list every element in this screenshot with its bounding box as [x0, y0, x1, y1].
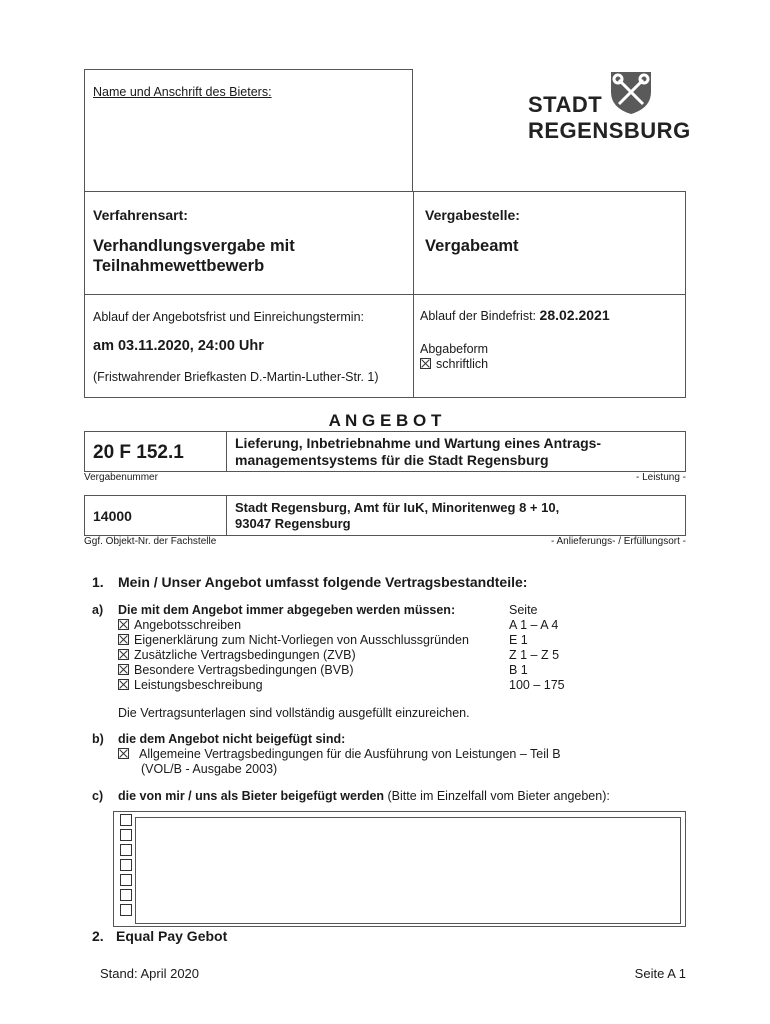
doc-item-4-pages: B 1 [509, 663, 528, 677]
award-description-2: managementsystems für die Stadt Regensburg [235, 452, 549, 468]
document-title: A N G E B O T [328, 411, 442, 430]
coat-of-arms-icon [605, 68, 657, 116]
attachment-checkbox-4[interactable] [120, 859, 132, 871]
item-label: Angebotsschreiben [134, 618, 242, 632]
binding-line [420, 307, 610, 323]
form-checkbox[interactable] [420, 358, 431, 369]
binding-label: Ablauf der Bindefrist: [420, 309, 537, 323]
doc-item-1[interactable] [118, 618, 241, 632]
attachment-checkbox-2[interactable] [120, 829, 132, 841]
award-description-caption: - Leistung - [635, 472, 686, 483]
binding-date: 28.02.2021 [539, 307, 610, 323]
deadline-note: (Fristwahrender Briefkasten D.-Martin-Luther-Str. 1) [93, 370, 379, 384]
procedure-value-2: Teilnahmewettbewerb [93, 257, 265, 275]
footer-page: Seite A 1 [634, 966, 686, 981]
deadline-label: Ablauf der Angebotsfrist und Einreichungstermin: [93, 310, 364, 324]
binding-form-value: schriftlich [436, 357, 489, 371]
attachment-checkbox-1[interactable] [120, 814, 132, 826]
section1-number: 1. [92, 574, 104, 590]
section2-number: 2. [92, 928, 104, 944]
object-address-1: Stadt Regensburg, Amt für IuK, Minoritenweg 8 + 10, [235, 500, 560, 515]
doc-item-1-pages: A 1 – A 4 [509, 618, 559, 632]
logo-line-1: STADT [528, 92, 603, 117]
doc-item-4[interactable] [118, 663, 354, 677]
vol-b-label: Allgemeine Vertragsbedingungen für die Ausführung von Leistungen – Teil B [139, 747, 561, 761]
section1a-heading: Die mit dem Angebot immer abgegeben werden müssen: [118, 603, 456, 617]
deadline-box [84, 294, 686, 398]
award-box [84, 431, 686, 472]
object-address-2: 93047 Regensburg [235, 516, 351, 531]
award-number-caption: Vergabenummer [84, 472, 158, 483]
doc-item-2-pages: E 1 [509, 633, 528, 647]
item-label: Eigenerklärung zum Nicht-Vorliegen von Ausschlussgründen [134, 633, 469, 647]
procedure-label: Verfahrensart: [93, 207, 188, 223]
object-number: 14000 [93, 508, 132, 524]
deadline-value: am 03.11.2020, 24:00 Uhr [93, 338, 264, 354]
attachment-checkbox-7[interactable] [120, 904, 132, 916]
bidder-label: Name und Anschrift des Bieters: [93, 85, 272, 99]
object-box [84, 495, 686, 536]
section1b-heading: die dem Angebot nicht beigefügt sind: [118, 732, 346, 746]
contracting-label: Vergabestelle: [425, 207, 520, 223]
logo-line-2: REGENSBURG [528, 118, 691, 143]
object-address-caption: - Anlieferungs- / Erfüllungsort - [550, 536, 686, 547]
procedure-box [84, 191, 686, 295]
vol-b-item[interactable] [118, 747, 561, 761]
deadline-divider [413, 295, 414, 397]
section1c-note: (Bitte im Einzelfall vom Bieter angeben): [387, 789, 610, 803]
doc-item-5[interactable] [118, 678, 263, 692]
binding-form-label: Abgabeform [420, 342, 489, 356]
completeness-note: Die Vertragsunterlagen sind vollständig ausgefüllt einzureichen. [118, 706, 470, 720]
procedure-value-1: Verhandlungsvergabe mit [93, 237, 295, 255]
doc-item-2[interactable] [118, 633, 469, 647]
footer-stand: Stand: April 2020 [100, 966, 200, 981]
section2-heading: Equal Pay Gebot [116, 928, 228, 944]
attachment-checkbox-5[interactable] [120, 874, 132, 886]
section1c-heading: die von mir / uns als Bieter beigefügt werden [118, 789, 385, 803]
checkbox[interactable] [118, 664, 129, 675]
city-logo [527, 68, 691, 148]
procedure-divider [413, 192, 414, 294]
item-label: Zusätzliche Vertragsbedingungen (ZVB) [134, 648, 356, 662]
bidder-box[interactable] [84, 69, 413, 192]
page-header: Seite [509, 603, 538, 617]
item-label: Leistungsbeschreibung [134, 678, 263, 692]
checkbox[interactable] [118, 679, 129, 690]
attachment-checkbox-3[interactable] [120, 844, 132, 856]
attachment-checkbox-6[interactable] [120, 889, 132, 901]
vol-b-edition: (VOL/B - Ausgabe 2003) [141, 762, 278, 776]
award-number: 20 F 152.1 [93, 442, 184, 463]
checkbox[interactable] [118, 748, 129, 759]
doc-item-3-pages: Z 1 – Z 5 [509, 648, 560, 662]
checkbox[interactable] [118, 619, 129, 630]
section1c-letter: c) [92, 789, 104, 803]
item-label: Besondere Vertragsbedingungen (BVB) [134, 663, 354, 677]
doc-item-3[interactable] [118, 648, 356, 662]
attachments-input[interactable] [135, 817, 681, 924]
doc-item-5-pages: 100 – 175 [509, 678, 565, 692]
object-number-caption: Ggf. Objekt-Nr. der Fachstelle [84, 536, 217, 547]
award-description-1: Lieferung, Inbetriebnahme und Wartung eines Antrags- [235, 435, 602, 451]
binding-form-option[interactable] [420, 357, 488, 371]
checkbox[interactable] [118, 649, 129, 660]
section1c-line [118, 789, 610, 803]
section1a-letter: a) [92, 603, 104, 617]
award-divider [226, 432, 227, 471]
section1b-letter: b) [92, 732, 104, 746]
object-divider [226, 496, 227, 535]
checkbox[interactable] [118, 634, 129, 645]
contracting-value: Vergabeamt [425, 237, 519, 255]
section1-heading: Mein / Unser Angebot umfasst folgende Vertragsbestandteile: [118, 574, 528, 590]
